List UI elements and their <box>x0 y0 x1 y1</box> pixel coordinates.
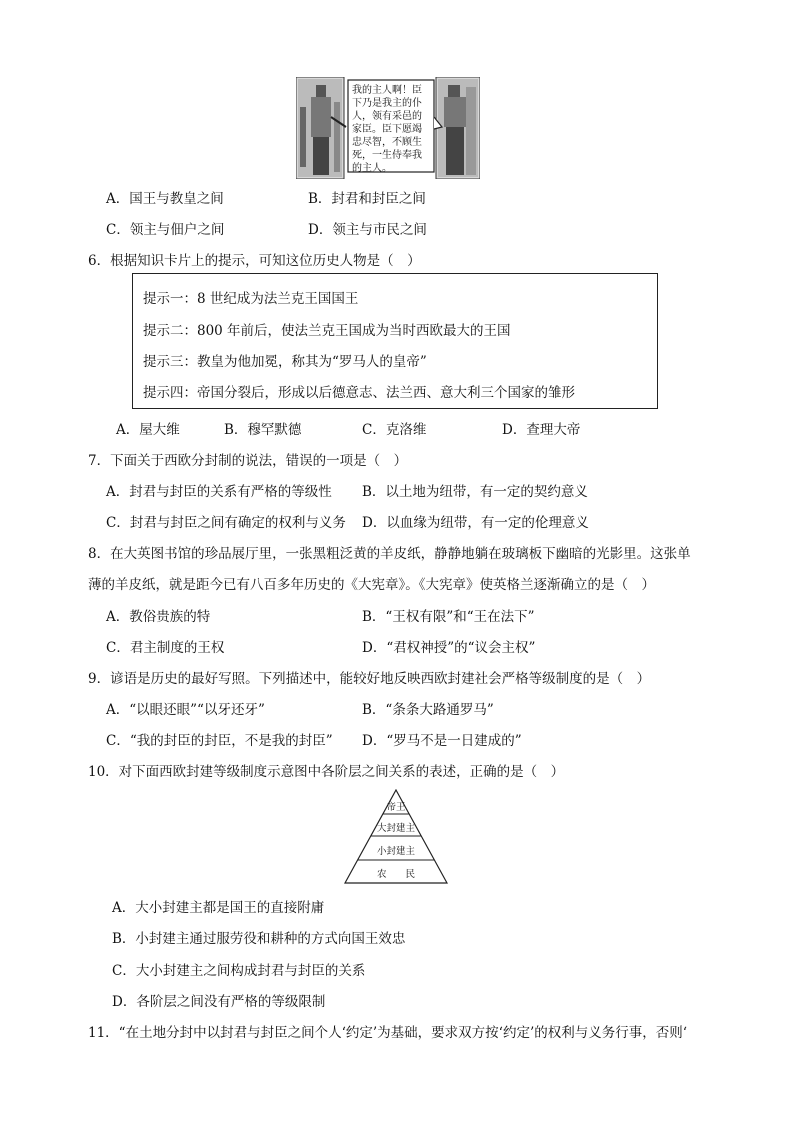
q5-option-a[interactable]: A．国王与教皇之间 <box>106 191 224 207</box>
q6-option-b[interactable]: B．穆罕默德 <box>224 422 302 438</box>
speech-line: 下乃是我主的仆 <box>352 98 422 109</box>
q8-stem-line-2: 薄的羊皮纸，就是距今已有八百多年历史的《大宪章》。《大宪章》使英格兰逐渐确立的是（ ） <box>88 577 655 593</box>
q9-option-d[interactable]: D．“罗马不是一日建成的” <box>362 733 522 749</box>
q8-option-b[interactable]: B．“王权有限”和“王在法下” <box>362 609 535 625</box>
q5-option-d[interactable]: D．领主与市民之间 <box>308 222 427 238</box>
q6-option-a[interactable]: A．屋大维 <box>116 422 180 438</box>
tier-great-lords: 大封建主 <box>376 823 415 834</box>
q7-option-b[interactable]: B．以土地为纽带，有一定的契约意义 <box>362 484 588 500</box>
q10-option-a[interactable]: A．大小封建主都是国王的直接附庸 <box>112 900 325 916</box>
q7-option-c[interactable]: C．封君与封臣之间有确定的权利与义务 <box>106 515 346 531</box>
q5-option-c[interactable]: C．领主与佃户之间 <box>106 222 225 238</box>
q9-option-a[interactable]: A．“以眼还眼”“以牙还牙” <box>106 702 265 718</box>
q8-stem-line-1: 8．在大英图书馆的珍品展厅里，一张黑粗泛黄的羊皮纸，静静地躺在玻璃板下幽暗的光影里。这张单 <box>88 546 691 562</box>
speech-line: 忠尽智，不顾生 <box>352 137 422 148</box>
speech-line: 家臣。臣下愿竭 <box>352 124 422 135</box>
q11-stem: 11．“在土地分封中以封君与封臣之间个人‘约定’为基础，要求双方按‘约定’的权利与义务行事，否则‘ <box>88 1025 688 1041</box>
tier-emperor: 帝王 <box>386 802 406 813</box>
tier-peasants: 农 民 <box>376 869 415 880</box>
q5-option-b[interactable]: B．封君和封臣之间 <box>308 191 426 207</box>
speech-line: 的主人。 <box>352 163 392 174</box>
q10-option-b[interactable]: B．小封建主通过服劳役和耕种的方式向国王效忠 <box>112 931 406 947</box>
speech-line: 死，一生侍奉我 <box>352 150 422 161</box>
q8-option-a[interactable]: A．教俗贵族的特 <box>106 609 211 625</box>
q10-option-d[interactable]: D．各阶层之间没有严格的等级限制 <box>112 994 326 1010</box>
hint-3: 提示三：教皇为他加冕，称其为“罗马人的皇帝” <box>143 354 427 370</box>
q8-option-c[interactable]: C．君主制度的王权 <box>106 640 225 656</box>
speech-line: 我的主人啊！臣 <box>352 85 422 96</box>
q7-option-d[interactable]: D．以血缘为纽带，有一定的伦理意义 <box>362 515 589 531</box>
hint-1: 提示一：8 世纪成为法兰克王国国王 <box>143 291 359 307</box>
q6-option-d[interactable]: D．查理大帝 <box>502 422 581 438</box>
tier-lesser-lords: 小封建主 <box>376 846 415 857</box>
q6-option-c[interactable]: C．克洛维 <box>362 422 427 438</box>
q10-stem: 10．对下面西欧封建等级制度示意图中各阶层之间关系的表述，正确的是（ ） <box>88 764 565 780</box>
q8-option-d[interactable]: D．“君权神授”的“议会主权” <box>362 640 536 656</box>
q9-option-b[interactable]: B．“条条大路通罗马” <box>362 702 494 718</box>
speech-line: 人，领有采邑的 <box>352 111 422 122</box>
speech-bubble-text <box>352 84 422 175</box>
q10-option-c[interactable]: C．大小封建主之间构成封君与封臣的关系 <box>112 963 366 979</box>
q9-stem: 9．谚语是历史的最好写照。下列描述中，能较好地反映西欧封建社会严格等级制度的是（ ） <box>88 671 651 687</box>
hint-4: 提示四：帝国分裂后，形成以后德意志、法兰西、意大利三个国家的雏形 <box>143 385 575 401</box>
q7-option-a[interactable]: A．封君与封臣的关系有严格的等级性 <box>106 484 332 500</box>
lord-vassal-illustration <box>296 77 480 179</box>
hint-2: 提示二：800 年前后，使法兰克王国成为当时西欧最大的王国 <box>143 323 511 339</box>
q9-option-c[interactable]: C．“我的封臣的封臣，不是我的封臣” <box>106 733 333 749</box>
q6-stem: 6．根据知识卡片上的提示，可知这位历史人物是（ ） <box>88 253 421 269</box>
knowledge-card <box>132 273 658 409</box>
q7-stem: 7．下面关于西欧分封制的说法，错误的一项是（ ） <box>88 453 408 469</box>
feudal-pyramid-diagram <box>344 789 448 885</box>
